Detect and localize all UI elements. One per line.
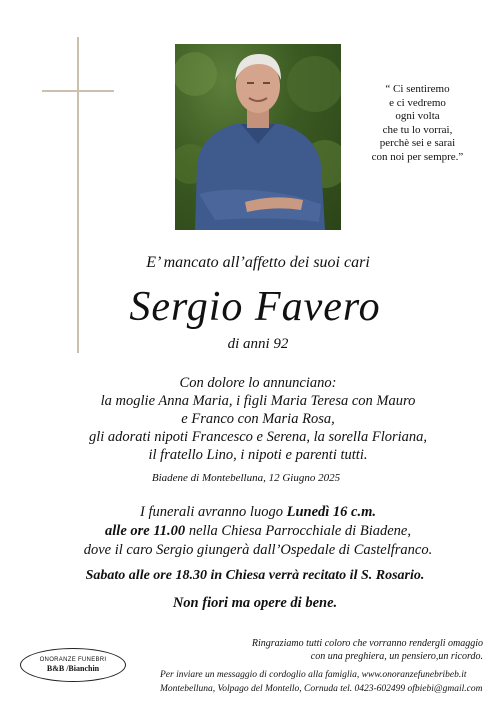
age-text: di anni 92 bbox=[227, 336, 289, 352]
quote-line: con noi per sempre.” bbox=[371, 150, 464, 163]
funeral-line-1-text: I funerali avranno luogo bbox=[139, 504, 287, 520]
announcement-line: Con dolore lo annunciano: bbox=[179, 375, 337, 391]
announcement-line: la moglie Anna Maria, i figli Maria Teresa con Mauro bbox=[100, 393, 416, 409]
announcement-block bbox=[0, 374, 500, 464]
thanks-line: Ringraziamo tutti coloro che vorranno rendergli omaggio bbox=[251, 638, 483, 649]
funeral-home-logo bbox=[20, 648, 126, 682]
footer-condolence-line: Per inviare un messaggio di cordoglio alla famiglia, www.onoranzefunebribeb.it bbox=[160, 670, 467, 680]
funeral-date: Lunedì 16 c.m. bbox=[286, 504, 377, 520]
logo-top-text: ONORANZE FUNEBRI bbox=[39, 657, 107, 663]
deceased-name: Sergio Favero bbox=[129, 284, 381, 330]
announcement-line: e Franco con Maria Rosa, bbox=[181, 411, 335, 427]
announcement-line: il fratello Lino, i nipoti e parenti tutti. bbox=[148, 447, 368, 463]
footer-contact-line: Montebelluna, Volpago del Montello, Cornuda tel. 0423-602499 ofbiebi@gmail.com bbox=[160, 684, 483, 694]
logo-bottom-text: B&B /Bianchin bbox=[46, 664, 100, 673]
quote-line: “ Ci sentiremo bbox=[385, 83, 450, 95]
rosary-notice: Sabato alle ore 18.30 in Chiesa verrà recitato il S. Rosario. bbox=[85, 568, 425, 583]
funeral-time: alle ore 11.00 bbox=[105, 523, 186, 539]
funeral-line-2-text: nella Chiesa Parrocchiale di Biadene, bbox=[185, 523, 411, 539]
flowers-notice: Non fiori ma opere di bene. bbox=[172, 595, 338, 611]
thanks-block bbox=[183, 637, 483, 663]
announcement-line: gli adorati nipoti Francesco e Serena, la sorella Floriana, bbox=[88, 429, 428, 445]
portrait-illustration bbox=[175, 44, 341, 230]
quote-line: ogni volta bbox=[395, 110, 440, 122]
funeral-line-2 bbox=[0, 522, 500, 541]
place-date: Biadene di Montebelluna, 12 Giugno 2025 bbox=[151, 472, 341, 484]
portrait-photo bbox=[175, 44, 341, 230]
thanks-line: con una preghiera, un pensiero,un ricordo. bbox=[310, 651, 483, 662]
intro-text: E’ mancato all’affetto dei suoi cari bbox=[146, 254, 370, 271]
funeral-info bbox=[0, 503, 500, 560]
funeral-line-1 bbox=[0, 503, 500, 522]
quote-line: perchè sei e sarai bbox=[379, 137, 456, 149]
funeral-line-3: dove il caro Sergio giungerà dall’Ospedale di Castelfranco. bbox=[83, 542, 433, 558]
quote-line: e ci vedremo bbox=[389, 96, 446, 109]
quote-line: che tu lo vorrai, bbox=[382, 123, 453, 136]
cross-horizontal-bar bbox=[42, 90, 114, 92]
quote-block bbox=[355, 83, 480, 164]
